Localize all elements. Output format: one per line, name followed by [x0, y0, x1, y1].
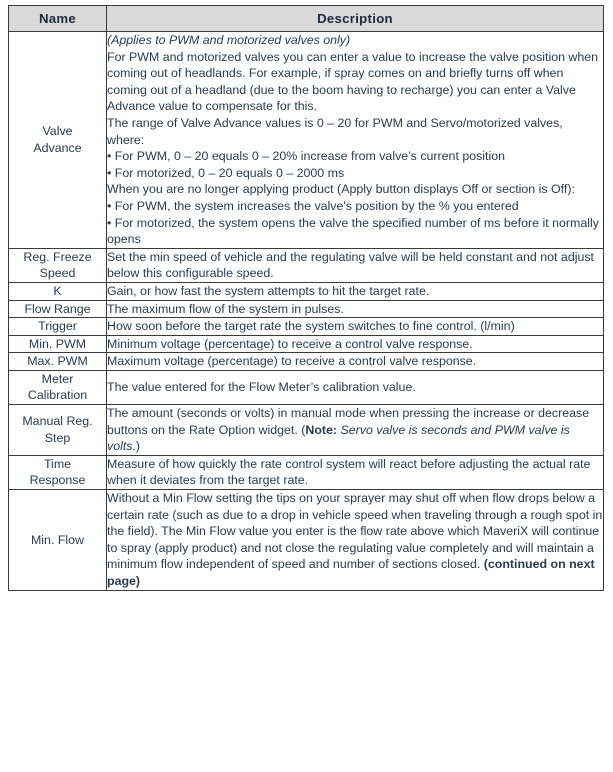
description-bullet: • For motorized, the system opens the valve the specified number of ms before it normally opens: [107, 215, 599, 247]
row-description-min-pwm: [107, 335, 604, 353]
row-name-line2: Step: [44, 430, 71, 445]
table-row: [9, 455, 604, 489]
row-description-time-response: [107, 455, 604, 489]
description-bullet: • For PWM, 0 – 20 equals 0 – 20% increase from valve’s current position: [107, 149, 506, 164]
row-name-trigger: Trigger: [9, 318, 107, 336]
row-name-valve-advance: [9, 32, 107, 249]
row-description-max-pwm: [107, 353, 604, 371]
column-header-description: Description: [107, 6, 604, 32]
row-name-min-pwm: Min. PWM: [9, 335, 107, 353]
description-paragraph: Set the min speed of vehicle and the regulating valve will be held constant and not adjust below this configurable speed.: [107, 249, 594, 281]
table-row: [9, 405, 604, 456]
description-continued-note: (continued on next page): [107, 557, 595, 588]
description-paragraph: Measure of how quickly the rate control system will react before adjusting the actual rate when it deviates from the target rate.: [107, 456, 591, 488]
row-name-min-flow: Min. Flow: [9, 490, 107, 591]
row-name-line2: Calibration: [27, 388, 88, 403]
row-name-line1: Time: [43, 456, 72, 471]
row-description-reg-freeze-speed: [107, 248, 604, 282]
row-description-manual-reg-step: [107, 405, 604, 456]
row-description-k: [107, 282, 604, 300]
row-name-meter-calibration: [9, 370, 107, 404]
row-name-reg-freeze-speed: [9, 248, 107, 282]
table-row: [9, 335, 604, 353]
description-paragraph: [107, 490, 603, 590]
table-row: [9, 490, 604, 591]
row-name-line1: Reg. Freeze: [23, 249, 92, 264]
column-header-name: Name: [9, 6, 107, 32]
description-paragraph: Gain, or how fast the system attempts to hit the target rate.: [107, 283, 430, 298]
row-name-line1: Meter: [41, 371, 74, 386]
row-description-min-flow: [107, 490, 604, 591]
description-paragraph: Minimum voltage (percentage) to receive a control valve response.: [107, 336, 473, 351]
table-row: [9, 300, 604, 318]
description-note-label: Note:: [305, 422, 338, 437]
table-row: [9, 32, 604, 249]
row-name-manual-reg-step: [9, 405, 107, 456]
table-row: [9, 248, 604, 282]
table-row: [9, 370, 604, 404]
row-name-time-response: [9, 455, 107, 489]
row-description-meter-calibration: [107, 370, 604, 404]
description-paragraph: How soon before the target rate the system switches to fine control. (l/min): [107, 319, 515, 334]
description-note-italic: Servo valve is seconds and PWM valve is volts.: [107, 422, 570, 454]
row-name-line2: Advance: [33, 140, 82, 155]
row-name-line2: Response: [29, 473, 86, 488]
row-name-flow-range: Flow Range: [9, 300, 107, 318]
description-paragraph: (Applies to PWM and motorized valves only): [107, 33, 351, 47]
description-text-lead: Without a Min Flow setting the tips on your sprayer may shut off when flow drops below a certain rate (such as due to a drop in vehicle speed when traveling through a rough spot in the field). The Min Flow value you enter is the flow rate above which MaveriX will continue to spray (apply product) and not close the regulating value completely and will maintain a minimum flow independent of speed and number of sections closed.: [107, 491, 603, 572]
description-paragraph: [107, 405, 603, 455]
description-paragraph: For PWM and motorized valves you can enter a value to increase the valve position when coming out of headlands. For example, if spray comes on and briefly turns off when coming out of a headland (due to the boom having to recharge) you can enter a Valve Advance value to compensate for this.: [107, 49, 599, 114]
row-description-flow-range: [107, 300, 604, 318]
description-text-lead: The amount (seconds or volts) in manual mode when pressing the increase or decrease buttons on the Rate Option widget. (: [107, 406, 590, 437]
row-name-line2: Speed: [39, 266, 76, 281]
description-text-tail: ): [135, 439, 141, 454]
description-paragraph: The range of Valve Advance values is 0 – 20 for PWM and Servo/motorized valves, where:: [107, 115, 563, 147]
row-description-trigger: [107, 318, 604, 336]
row-name-k: K: [9, 282, 107, 300]
row-name-max-pwm: Max. PWM: [9, 353, 107, 371]
table-row: [9, 318, 604, 336]
description-paragraph: The value entered for the Flow Meter’s calibration value.: [107, 380, 416, 395]
description-bullet: • For motorized, 0 – 20 equals 0 – 2000 ms: [107, 165, 345, 180]
row-name-line1: Manual Reg.: [22, 414, 93, 429]
description-paragraph: Maximum voltage (percentage) to receive a control valve response.: [107, 354, 477, 369]
table-row: [9, 282, 604, 300]
table-header: [9, 6, 604, 32]
description-paragraph: When you are no longer applying product (Apply button displays Off or section is Off):: [107, 182, 575, 197]
row-name-line1: Valve: [42, 124, 73, 139]
description-paragraph: The maximum flow of the system in pulses.: [107, 301, 344, 316]
table-row: [9, 353, 604, 371]
settings-specification-table: [8, 5, 604, 591]
table-header-row: [9, 6, 604, 32]
table-body: [9, 32, 604, 591]
row-description-valve-advance: [107, 32, 604, 249]
description-bullet: • For PWM, the system increases the valve's position by the % you entered: [107, 198, 519, 213]
